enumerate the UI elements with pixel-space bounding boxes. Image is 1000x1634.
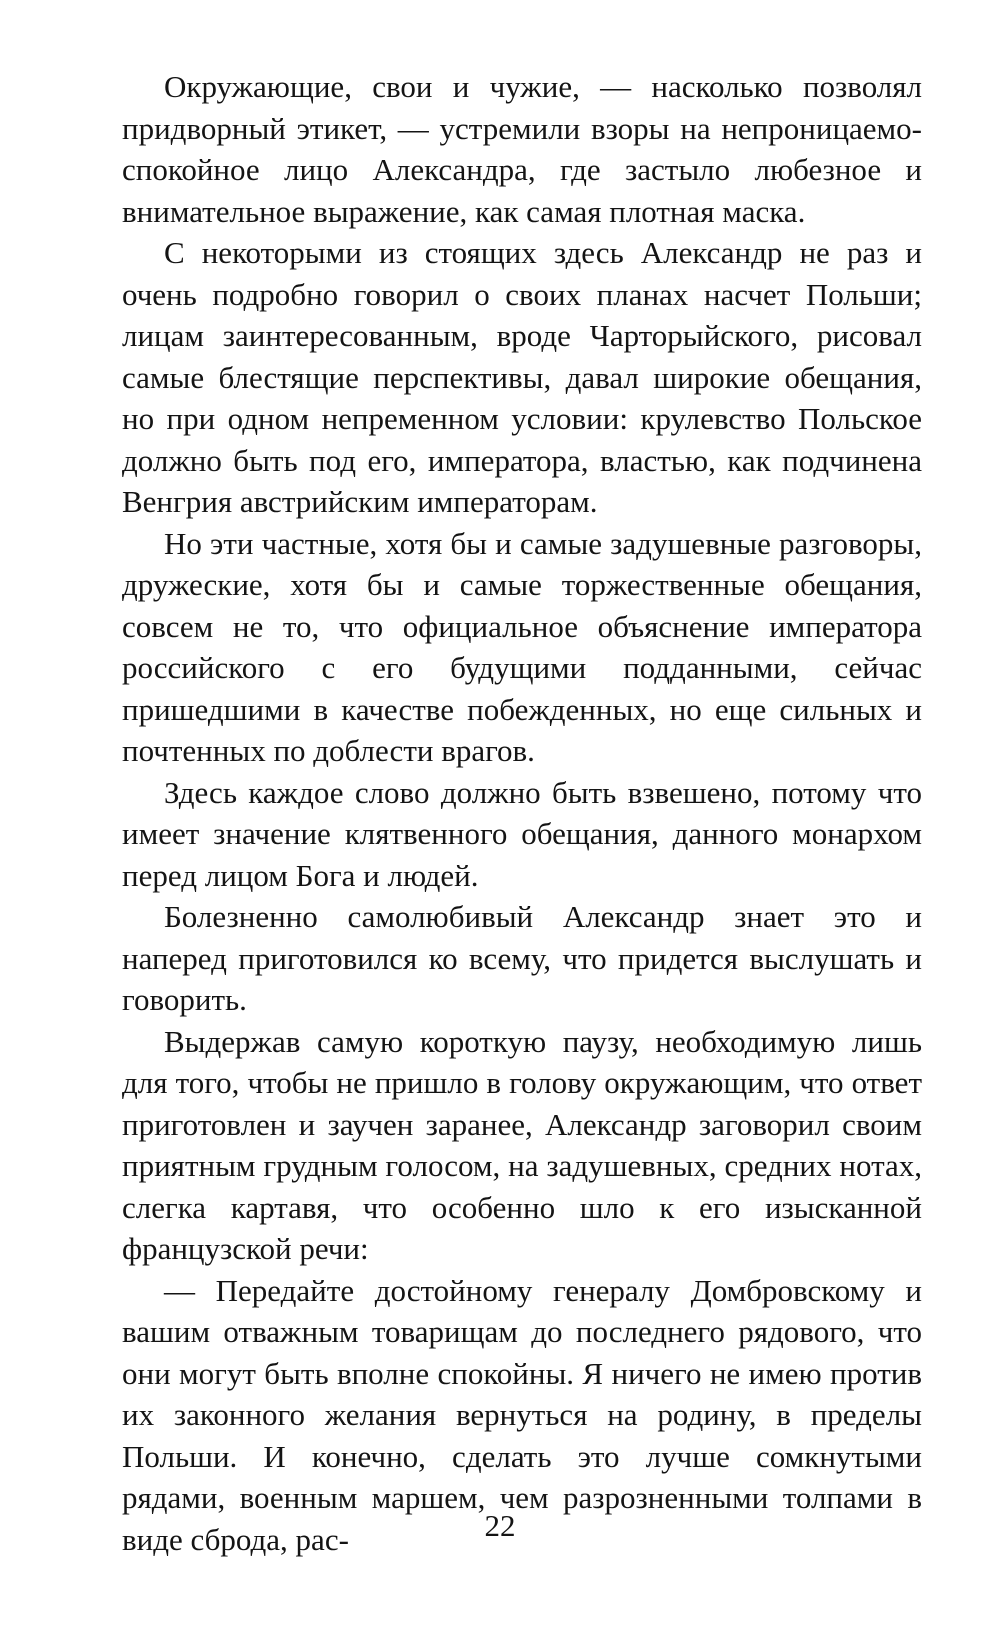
paragraph: — Передайте достойному генералу Домбровскому и вашим отважным товарищам до последнего рядового, что они могут быть вполне спокойны. Я ничего не имею против их законного желания вернуться на родину, в пределы Польши. И конечно, сделать это лучше сомкнутыми рядами, военным маршем, чем разрозненными толпами в виде сброда, рас- — [122, 1272, 922, 1557]
paragraph: Окружающие, свои и чужие, — насколько позволял придворный этикет, — устремили взоры на непроницаемо-спокойное лицо Александра, где застыло любезное и внимательное выражение, как самая плотная маска. — [122, 69, 922, 229]
paragraph: Болезненно самолюбивый Александр знает это и наперед приготовился ко всему, что придется выслушать и говорить. — [122, 899, 922, 1017]
paragraph: Но эти частные, хотя бы и самые задушевные разговоры, дружеские, хотя бы и самые торжественные обещания, совсем не то, что официальное объяснение императора российского с его будущими подданными, сейчас пришедшими в качестве побежденных, но еще сильных и почтенных по доблести врагов. — [122, 525, 922, 768]
body-text — [122, 66, 922, 1560]
paragraph: Выдержав самую короткую паузу, необходимую лишь для того, чтобы не пришло в голову окружающим, что ответ приготовлен и заучен заранее, Александр заговорил своим приятным грудным голосом, на задушевных, средних нотах, слегка картавя, что особенно шло к его изысканной французской речи: — [122, 1023, 922, 1266]
paragraph: С некоторыми из стоящих здесь Александр не раз и очень подробно говорил о своих планах насчет Польши; лицам заинтересованным, вроде Чарторыйского, рисовал самые блестящие перспективы, давал широкие обещания, но при одном непременном условии: крулевство Польское должно быть под его, императора, властью, как подчинена Венгрия австрийским императорам. — [122, 235, 922, 519]
page-number: 22 — [484, 1508, 516, 1543]
paragraph: Здесь каждое слово должно быть взвешено, потому что имеет значение клятвенного обещания, данного монархом перед лицом Бога и людей. — [122, 774, 922, 893]
